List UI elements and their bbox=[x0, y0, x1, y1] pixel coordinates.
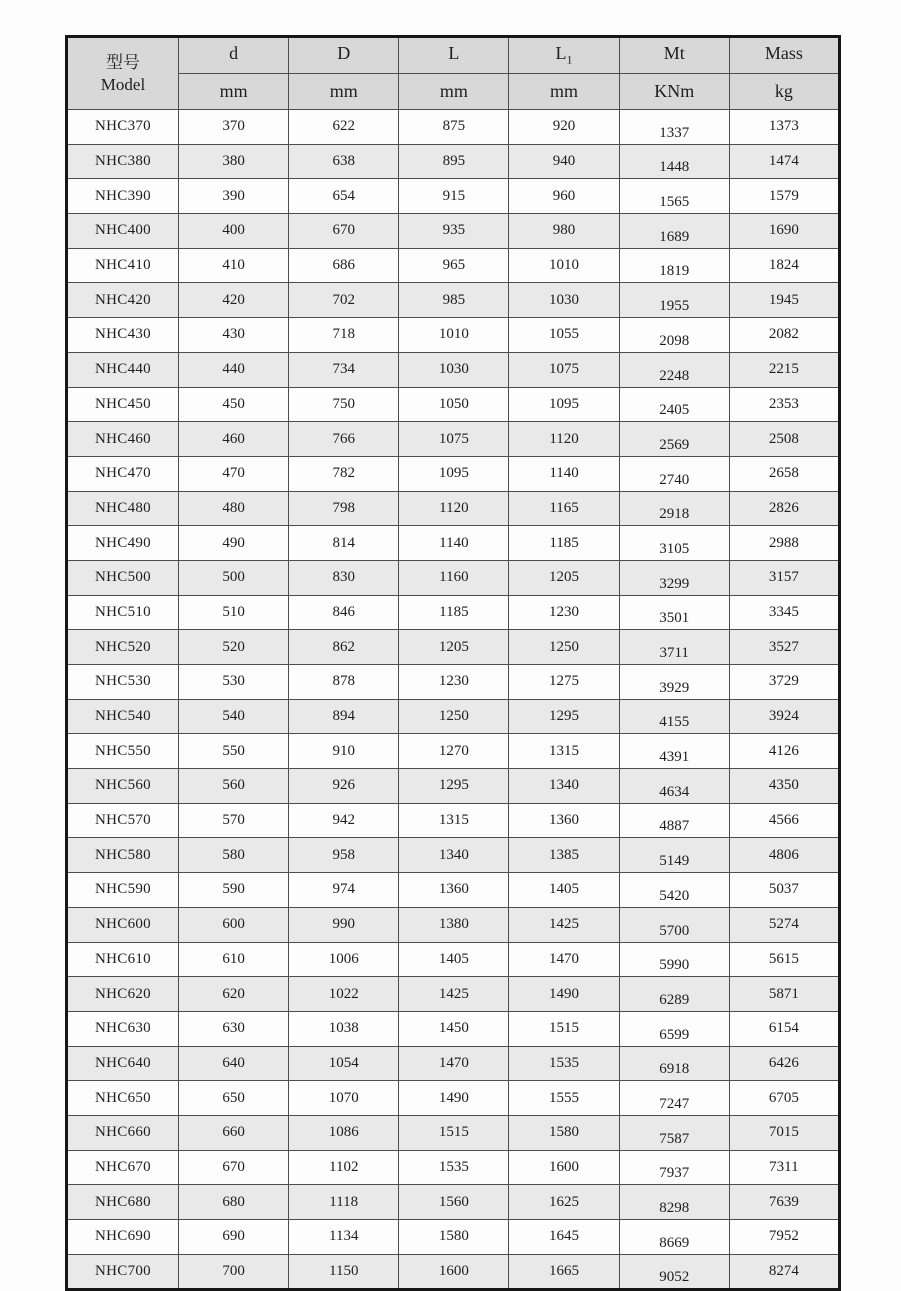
value-cell: 1690 bbox=[729, 214, 839, 249]
header-model-cn: 型号 bbox=[106, 53, 140, 73]
value-cell: 670 bbox=[289, 214, 399, 249]
value-cell: 2353 bbox=[729, 387, 839, 422]
value-cell: 1275 bbox=[509, 665, 619, 700]
value-cell: 7587 bbox=[619, 1115, 729, 1150]
value-cell: 2405 bbox=[619, 387, 729, 422]
value-cell: 5274 bbox=[729, 907, 839, 942]
value-cell: 7247 bbox=[619, 1081, 729, 1116]
value-cell: 782 bbox=[289, 456, 399, 491]
value-cell: 620 bbox=[179, 977, 289, 1012]
value-cell: 895 bbox=[399, 144, 509, 179]
header-L: L bbox=[399, 37, 509, 74]
value-cell: 1580 bbox=[509, 1115, 619, 1150]
header-Mt: Mt bbox=[619, 37, 729, 74]
table-row bbox=[67, 352, 840, 387]
model-cell: NHC660 bbox=[67, 1115, 179, 1150]
value-cell: 2215 bbox=[729, 352, 839, 387]
model-cell: NHC490 bbox=[67, 526, 179, 561]
model-cell: NHC520 bbox=[67, 630, 179, 665]
value-cell: 2988 bbox=[729, 526, 839, 561]
value-cell: 5990 bbox=[619, 942, 729, 977]
unit-Mt: KNm bbox=[619, 74, 729, 110]
value-cell: 1474 bbox=[729, 144, 839, 179]
value-cell: 1955 bbox=[619, 283, 729, 318]
model-cell: NHC540 bbox=[67, 699, 179, 734]
value-cell: 1295 bbox=[399, 769, 509, 804]
value-cell: 8274 bbox=[729, 1254, 839, 1290]
unit-d: mm bbox=[179, 74, 289, 110]
value-cell: 1165 bbox=[509, 491, 619, 526]
value-cell: 1560 bbox=[399, 1185, 509, 1220]
value-cell: 1086 bbox=[289, 1115, 399, 1150]
value-cell: 380 bbox=[179, 144, 289, 179]
value-cell: 660 bbox=[179, 1115, 289, 1150]
value-cell: 1405 bbox=[399, 942, 509, 977]
value-cell: 1490 bbox=[399, 1081, 509, 1116]
value-cell: 490 bbox=[179, 526, 289, 561]
value-cell: 8669 bbox=[619, 1220, 729, 1255]
header-model bbox=[67, 37, 179, 110]
value-cell: 1270 bbox=[399, 734, 509, 769]
value-cell: 5700 bbox=[619, 907, 729, 942]
value-cell: 3711 bbox=[619, 630, 729, 665]
value-cell: 1118 bbox=[289, 1185, 399, 1220]
value-cell: 1340 bbox=[399, 838, 509, 873]
table-row bbox=[67, 560, 840, 595]
table-row bbox=[67, 1220, 840, 1255]
model-cell: NHC460 bbox=[67, 422, 179, 457]
value-cell: 750 bbox=[289, 387, 399, 422]
unit-L: mm bbox=[399, 74, 509, 110]
value-cell: 1055 bbox=[509, 318, 619, 353]
model-cell: NHC370 bbox=[67, 110, 179, 145]
value-cell: 600 bbox=[179, 907, 289, 942]
value-cell: 965 bbox=[399, 248, 509, 283]
value-cell: 1425 bbox=[509, 907, 619, 942]
value-cell: 420 bbox=[179, 283, 289, 318]
value-cell: 862 bbox=[289, 630, 399, 665]
table-row bbox=[67, 1185, 840, 1220]
value-cell: 400 bbox=[179, 214, 289, 249]
model-cell: NHC410 bbox=[67, 248, 179, 283]
header-L1: $L_1$ bbox=[509, 37, 619, 74]
value-cell: 7952 bbox=[729, 1220, 839, 1255]
value-cell: 846 bbox=[289, 595, 399, 630]
value-cell: 7311 bbox=[729, 1150, 839, 1185]
value-cell: 1030 bbox=[509, 283, 619, 318]
table-row bbox=[67, 526, 840, 561]
value-cell: 670 bbox=[179, 1150, 289, 1185]
value-cell: 1230 bbox=[509, 595, 619, 630]
value-cell: 915 bbox=[399, 179, 509, 214]
value-cell: 1250 bbox=[509, 630, 619, 665]
unit-L1: mm bbox=[509, 74, 619, 110]
value-cell: 1665 bbox=[509, 1254, 619, 1290]
value-cell: 2658 bbox=[729, 456, 839, 491]
value-cell: 410 bbox=[179, 248, 289, 283]
value-cell: 1054 bbox=[289, 1046, 399, 1081]
table-row bbox=[67, 283, 840, 318]
table-row bbox=[67, 422, 840, 457]
value-cell: 1535 bbox=[509, 1046, 619, 1081]
value-cell: 1315 bbox=[509, 734, 619, 769]
value-cell: 530 bbox=[179, 665, 289, 700]
value-cell: 1490 bbox=[509, 977, 619, 1012]
value-cell: 1385 bbox=[509, 838, 619, 873]
table-header bbox=[67, 37, 840, 110]
value-cell: 1022 bbox=[289, 977, 399, 1012]
value-cell: 1340 bbox=[509, 769, 619, 804]
value-cell: 1337 bbox=[619, 110, 729, 145]
value-cell: 2740 bbox=[619, 456, 729, 491]
value-cell: 5615 bbox=[729, 942, 839, 977]
model-cell: NHC380 bbox=[67, 144, 179, 179]
value-cell: 4887 bbox=[619, 803, 729, 838]
value-cell: 1515 bbox=[399, 1115, 509, 1150]
value-cell: 1205 bbox=[509, 560, 619, 595]
value-cell: 5420 bbox=[619, 873, 729, 908]
header-row-labels bbox=[67, 37, 840, 74]
value-cell: 1600 bbox=[509, 1150, 619, 1185]
unit-D: mm bbox=[289, 74, 399, 110]
model-cell: NHC510 bbox=[67, 595, 179, 630]
value-cell: 1038 bbox=[289, 1011, 399, 1046]
value-cell: 560 bbox=[179, 769, 289, 804]
value-cell: 4155 bbox=[619, 699, 729, 734]
value-cell: 570 bbox=[179, 803, 289, 838]
table-row bbox=[67, 595, 840, 630]
value-cell: 980 bbox=[509, 214, 619, 249]
value-cell: 1535 bbox=[399, 1150, 509, 1185]
value-cell: 1565 bbox=[619, 179, 729, 214]
header-d: d bbox=[179, 37, 289, 74]
value-cell: 910 bbox=[289, 734, 399, 769]
value-cell: 875 bbox=[399, 110, 509, 145]
value-cell: 814 bbox=[289, 526, 399, 561]
value-cell: 1095 bbox=[399, 456, 509, 491]
value-cell: 974 bbox=[289, 873, 399, 908]
value-cell: 690 bbox=[179, 1220, 289, 1255]
table-row bbox=[67, 977, 840, 1012]
value-cell: 4566 bbox=[729, 803, 839, 838]
table-row bbox=[67, 630, 840, 665]
value-cell: 640 bbox=[179, 1046, 289, 1081]
value-cell: 798 bbox=[289, 491, 399, 526]
value-cell: 7639 bbox=[729, 1185, 839, 1220]
model-cell: NHC580 bbox=[67, 838, 179, 873]
value-cell: 654 bbox=[289, 179, 399, 214]
table-row bbox=[67, 179, 840, 214]
header-model-en: Model bbox=[100, 74, 146, 94]
value-cell: 1250 bbox=[399, 699, 509, 734]
value-cell: 590 bbox=[179, 873, 289, 908]
value-cell: 4126 bbox=[729, 734, 839, 769]
value-cell: 942 bbox=[289, 803, 399, 838]
value-cell: 1205 bbox=[399, 630, 509, 665]
value-cell: 9052 bbox=[619, 1254, 729, 1290]
model-cell: NHC650 bbox=[67, 1081, 179, 1116]
header-D: D bbox=[289, 37, 399, 74]
table-row bbox=[67, 456, 840, 491]
model-cell: NHC390 bbox=[67, 179, 179, 214]
value-cell: 926 bbox=[289, 769, 399, 804]
value-cell: 1360 bbox=[399, 873, 509, 908]
value-cell: 1102 bbox=[289, 1150, 399, 1185]
value-cell: 3929 bbox=[619, 665, 729, 700]
value-cell: 1380 bbox=[399, 907, 509, 942]
model-cell: NHC700 bbox=[67, 1254, 179, 1290]
table-row bbox=[67, 1115, 840, 1150]
model-cell: NHC470 bbox=[67, 456, 179, 491]
value-cell: 1120 bbox=[509, 422, 619, 457]
value-cell: 878 bbox=[289, 665, 399, 700]
value-cell: 1315 bbox=[399, 803, 509, 838]
value-cell: 500 bbox=[179, 560, 289, 595]
model-cell: NHC450 bbox=[67, 387, 179, 422]
value-cell: 3501 bbox=[619, 595, 729, 630]
value-cell: 1450 bbox=[399, 1011, 509, 1046]
value-cell: 450 bbox=[179, 387, 289, 422]
value-cell: 540 bbox=[179, 699, 289, 734]
value-cell: 2918 bbox=[619, 491, 729, 526]
value-cell: 6705 bbox=[729, 1081, 839, 1116]
model-cell: NHC640 bbox=[67, 1046, 179, 1081]
unit-Mass: kg bbox=[729, 74, 839, 110]
value-cell: 1405 bbox=[509, 873, 619, 908]
model-cell: NHC680 bbox=[67, 1185, 179, 1220]
table-body bbox=[67, 110, 840, 1290]
value-cell: 1150 bbox=[289, 1254, 399, 1290]
table-row bbox=[67, 665, 840, 700]
value-cell: 1295 bbox=[509, 699, 619, 734]
model-cell: NHC630 bbox=[67, 1011, 179, 1046]
value-cell: 550 bbox=[179, 734, 289, 769]
table-row bbox=[67, 1011, 840, 1046]
value-cell: 3299 bbox=[619, 560, 729, 595]
value-cell: 480 bbox=[179, 491, 289, 526]
value-cell: 4350 bbox=[729, 769, 839, 804]
value-cell: 6154 bbox=[729, 1011, 839, 1046]
value-cell: 1448 bbox=[619, 144, 729, 179]
value-cell: 958 bbox=[289, 838, 399, 873]
model-cell: NHC600 bbox=[67, 907, 179, 942]
model-cell: NHC670 bbox=[67, 1150, 179, 1185]
value-cell: 702 bbox=[289, 283, 399, 318]
value-cell: 1625 bbox=[509, 1185, 619, 1220]
value-cell: 1600 bbox=[399, 1254, 509, 1290]
table-row bbox=[67, 1150, 840, 1185]
value-cell: 7937 bbox=[619, 1150, 729, 1185]
value-cell: 1010 bbox=[509, 248, 619, 283]
value-cell: 3527 bbox=[729, 630, 839, 665]
table-row bbox=[67, 838, 840, 873]
value-cell: 2569 bbox=[619, 422, 729, 457]
value-cell: 6918 bbox=[619, 1046, 729, 1081]
value-cell: 830 bbox=[289, 560, 399, 595]
value-cell: 1070 bbox=[289, 1081, 399, 1116]
value-cell: 3157 bbox=[729, 560, 839, 595]
value-cell: 940 bbox=[509, 144, 619, 179]
value-cell: 1050 bbox=[399, 387, 509, 422]
value-cell: 960 bbox=[509, 179, 619, 214]
table-row bbox=[67, 491, 840, 526]
value-cell: 5871 bbox=[729, 977, 839, 1012]
value-cell: 3729 bbox=[729, 665, 839, 700]
value-cell: 1230 bbox=[399, 665, 509, 700]
value-cell: 430 bbox=[179, 318, 289, 353]
value-cell: 370 bbox=[179, 110, 289, 145]
table-row bbox=[67, 734, 840, 769]
model-cell: NHC690 bbox=[67, 1220, 179, 1255]
value-cell: 638 bbox=[289, 144, 399, 179]
value-cell: 1373 bbox=[729, 110, 839, 145]
table-row bbox=[67, 144, 840, 179]
value-cell: 6426 bbox=[729, 1046, 839, 1081]
model-cell: NHC610 bbox=[67, 942, 179, 977]
value-cell: 1425 bbox=[399, 977, 509, 1012]
model-cell: NHC560 bbox=[67, 769, 179, 804]
value-cell: 985 bbox=[399, 283, 509, 318]
value-cell: 1006 bbox=[289, 942, 399, 977]
value-cell: 1075 bbox=[509, 352, 619, 387]
value-cell: 1824 bbox=[729, 248, 839, 283]
value-cell: 1579 bbox=[729, 179, 839, 214]
model-cell: NHC400 bbox=[67, 214, 179, 249]
value-cell: 6289 bbox=[619, 977, 729, 1012]
table-row bbox=[67, 942, 840, 977]
value-cell: 390 bbox=[179, 179, 289, 214]
value-cell: 622 bbox=[289, 110, 399, 145]
table-row bbox=[67, 110, 840, 145]
model-cell: NHC620 bbox=[67, 977, 179, 1012]
value-cell: 470 bbox=[179, 456, 289, 491]
value-cell: 700 bbox=[179, 1254, 289, 1290]
value-cell: 460 bbox=[179, 422, 289, 457]
value-cell: 1134 bbox=[289, 1220, 399, 1255]
value-cell: 1515 bbox=[509, 1011, 619, 1046]
value-cell: 5037 bbox=[729, 873, 839, 908]
table-row bbox=[67, 803, 840, 838]
model-cell: NHC550 bbox=[67, 734, 179, 769]
table-row bbox=[67, 873, 840, 908]
value-cell: 1555 bbox=[509, 1081, 619, 1116]
table-row bbox=[67, 769, 840, 804]
value-cell: 630 bbox=[179, 1011, 289, 1046]
value-cell: 2826 bbox=[729, 491, 839, 526]
value-cell: 610 bbox=[179, 942, 289, 977]
model-cell: NHC590 bbox=[67, 873, 179, 908]
value-cell: 1185 bbox=[399, 595, 509, 630]
value-cell: 1075 bbox=[399, 422, 509, 457]
model-cell: NHC480 bbox=[67, 491, 179, 526]
value-cell: 920 bbox=[509, 110, 619, 145]
header-row-units bbox=[67, 74, 840, 110]
value-cell: 650 bbox=[179, 1081, 289, 1116]
table-row bbox=[67, 699, 840, 734]
value-cell: 1185 bbox=[509, 526, 619, 561]
value-cell: 686 bbox=[289, 248, 399, 283]
value-cell: 1140 bbox=[509, 456, 619, 491]
value-cell: 3105 bbox=[619, 526, 729, 561]
value-cell: 734 bbox=[289, 352, 399, 387]
value-cell: 1580 bbox=[399, 1220, 509, 1255]
value-cell: 4806 bbox=[729, 838, 839, 873]
spec-table bbox=[65, 35, 841, 1291]
value-cell: 1470 bbox=[399, 1046, 509, 1081]
value-cell: 2248 bbox=[619, 352, 729, 387]
value-cell: 990 bbox=[289, 907, 399, 942]
value-cell: 1140 bbox=[399, 526, 509, 561]
model-cell: NHC570 bbox=[67, 803, 179, 838]
value-cell: 1470 bbox=[509, 942, 619, 977]
value-cell: 1645 bbox=[509, 1220, 619, 1255]
value-cell: 6599 bbox=[619, 1011, 729, 1046]
value-cell: 520 bbox=[179, 630, 289, 665]
value-cell: 3924 bbox=[729, 699, 839, 734]
value-cell: 4391 bbox=[619, 734, 729, 769]
value-cell: 510 bbox=[179, 595, 289, 630]
value-cell: 2098 bbox=[619, 318, 729, 353]
value-cell: 1120 bbox=[399, 491, 509, 526]
value-cell: 4634 bbox=[619, 769, 729, 804]
value-cell: 1945 bbox=[729, 283, 839, 318]
value-cell: 580 bbox=[179, 838, 289, 873]
value-cell: 680 bbox=[179, 1185, 289, 1220]
value-cell: 1030 bbox=[399, 352, 509, 387]
value-cell: 1819 bbox=[619, 248, 729, 283]
value-cell: 1010 bbox=[399, 318, 509, 353]
value-cell: 935 bbox=[399, 214, 509, 249]
value-cell: 440 bbox=[179, 352, 289, 387]
value-cell: 1360 bbox=[509, 803, 619, 838]
model-cell: NHC530 bbox=[67, 665, 179, 700]
value-cell: 5149 bbox=[619, 838, 729, 873]
table-row bbox=[67, 907, 840, 942]
table-row bbox=[67, 1046, 840, 1081]
table-row bbox=[67, 248, 840, 283]
model-cell: NHC430 bbox=[67, 318, 179, 353]
table-row bbox=[67, 318, 840, 353]
table-row bbox=[67, 214, 840, 249]
table-row bbox=[67, 1081, 840, 1116]
value-cell: 1160 bbox=[399, 560, 509, 595]
table-row bbox=[67, 1254, 840, 1290]
value-cell: 8298 bbox=[619, 1185, 729, 1220]
model-cell: NHC500 bbox=[67, 560, 179, 595]
value-cell: 1095 bbox=[509, 387, 619, 422]
table-row bbox=[67, 387, 840, 422]
value-cell: 7015 bbox=[729, 1115, 839, 1150]
model-cell: NHC440 bbox=[67, 352, 179, 387]
value-cell: 2508 bbox=[729, 422, 839, 457]
value-cell: 3345 bbox=[729, 595, 839, 630]
model-cell: NHC420 bbox=[67, 283, 179, 318]
header-Mass: Mass bbox=[729, 37, 839, 74]
value-cell: 766 bbox=[289, 422, 399, 457]
value-cell: 2082 bbox=[729, 318, 839, 353]
value-cell: 894 bbox=[289, 699, 399, 734]
value-cell: 1689 bbox=[619, 214, 729, 249]
value-cell: 718 bbox=[289, 318, 399, 353]
